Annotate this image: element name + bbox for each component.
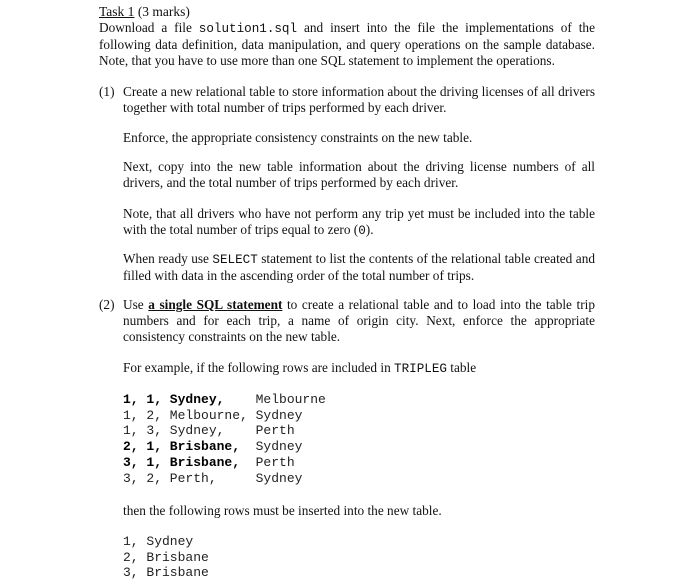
item2-p2-code: TRIPLEG xyxy=(394,362,447,376)
item1-p5-text: When ready use xyxy=(123,251,213,266)
item1-paragraph-3: Next, copy into the new table information about the driving license numbers of all drivers, and the total number of trips performed by each driver. xyxy=(123,159,595,190)
item1-paragraph-2: Enforce, the appropriate consistency constraints on the new table. xyxy=(123,130,473,145)
tripleg-row-right: Sydney xyxy=(247,439,303,455)
intro-text-2: and insert into the file the implementations of the following data definition, data manipulation, and query operations on the sample database. Note, that you have to use more than one SQL statement to implement the operations. xyxy=(99,20,595,68)
item2-p1-emphasis: a single SQL statement xyxy=(148,297,283,312)
result-row: 3, Brisbane xyxy=(123,565,209,581)
intro-paragraph xyxy=(99,20,595,69)
item2-p2-text-end: table xyxy=(446,360,477,375)
result-example-rows xyxy=(123,534,209,581)
item1-p5-code: SELECT xyxy=(212,253,258,267)
result-row: 2, Brisbane xyxy=(123,549,209,565)
tripleg-row xyxy=(123,471,326,487)
item1-p4-text: Note, that all drivers who have not perform any trip yet must be included into the table with the total number of trips equal to zero ( xyxy=(123,206,595,237)
task-title-suffix: (3 marks) xyxy=(134,4,190,19)
item1-p5-text-end: statement to list the contents of the relational table created and filled with data in the ascending order of the total number of trips. xyxy=(123,251,596,283)
item1-paragraph-4 xyxy=(123,206,595,239)
tripleg-row xyxy=(123,392,326,408)
item1-number: (1) xyxy=(99,84,115,99)
tripleg-row-right: Melbourne xyxy=(247,392,326,407)
tripleg-row-left: 1, 1, Sydney, xyxy=(123,392,248,407)
tripleg-row-left: 1, 2, Melbourne, xyxy=(123,407,248,423)
tripleg-row-left: 3, 1, Brisbane, xyxy=(123,454,248,470)
item2-p1-text-end: to create a relational table and to load into the table trip numbers and for each trip, a name of origin city. Next, enforce the appropriate consistency constraints on the new table. xyxy=(123,297,595,344)
item1-p4-text-end: ). xyxy=(365,222,374,237)
tripleg-row xyxy=(123,455,326,471)
item2-paragraph-3: then the following rows must be inserted into the new table. xyxy=(123,503,442,518)
item1-paragraph-5 xyxy=(123,251,595,284)
tripleg-example-rows xyxy=(123,392,326,486)
tripleg-row xyxy=(123,439,326,455)
item2-number: (2) xyxy=(99,297,115,312)
item1-paragraph-1: Create a new relational table to store information about the driving licenses of all drivers together with total number of trips performed by each driver. xyxy=(123,84,595,115)
intro-text-1: Download a file xyxy=(99,20,199,35)
tripleg-row xyxy=(123,408,326,424)
item2-paragraph-1 xyxy=(123,297,595,345)
task-title xyxy=(99,4,190,20)
tripleg-row-left: 2, 1, Brisbane, xyxy=(123,439,248,455)
intro-filename: solution1.sql xyxy=(198,22,298,36)
item2-p2-text: For example, if the following rows are included in xyxy=(123,360,395,375)
tripleg-row-left: 3, 2, Perth, xyxy=(123,470,248,486)
item1-p4-code: 0 xyxy=(358,224,366,238)
item2-p1-text: Use xyxy=(123,297,149,312)
tripleg-row-right: Perth xyxy=(247,454,295,470)
item2-paragraph-2 xyxy=(123,360,595,377)
tripleg-row-right: Perth xyxy=(247,423,295,439)
result-row: 1, Sydney xyxy=(123,534,194,549)
tripleg-row xyxy=(123,423,326,439)
task-title-prefix: Task 1 xyxy=(99,4,135,19)
tripleg-row-left: 1, 3, Sydney, xyxy=(123,423,248,439)
tripleg-row-right: Sydney xyxy=(247,470,303,486)
tripleg-row-right: Sydney xyxy=(247,407,303,423)
